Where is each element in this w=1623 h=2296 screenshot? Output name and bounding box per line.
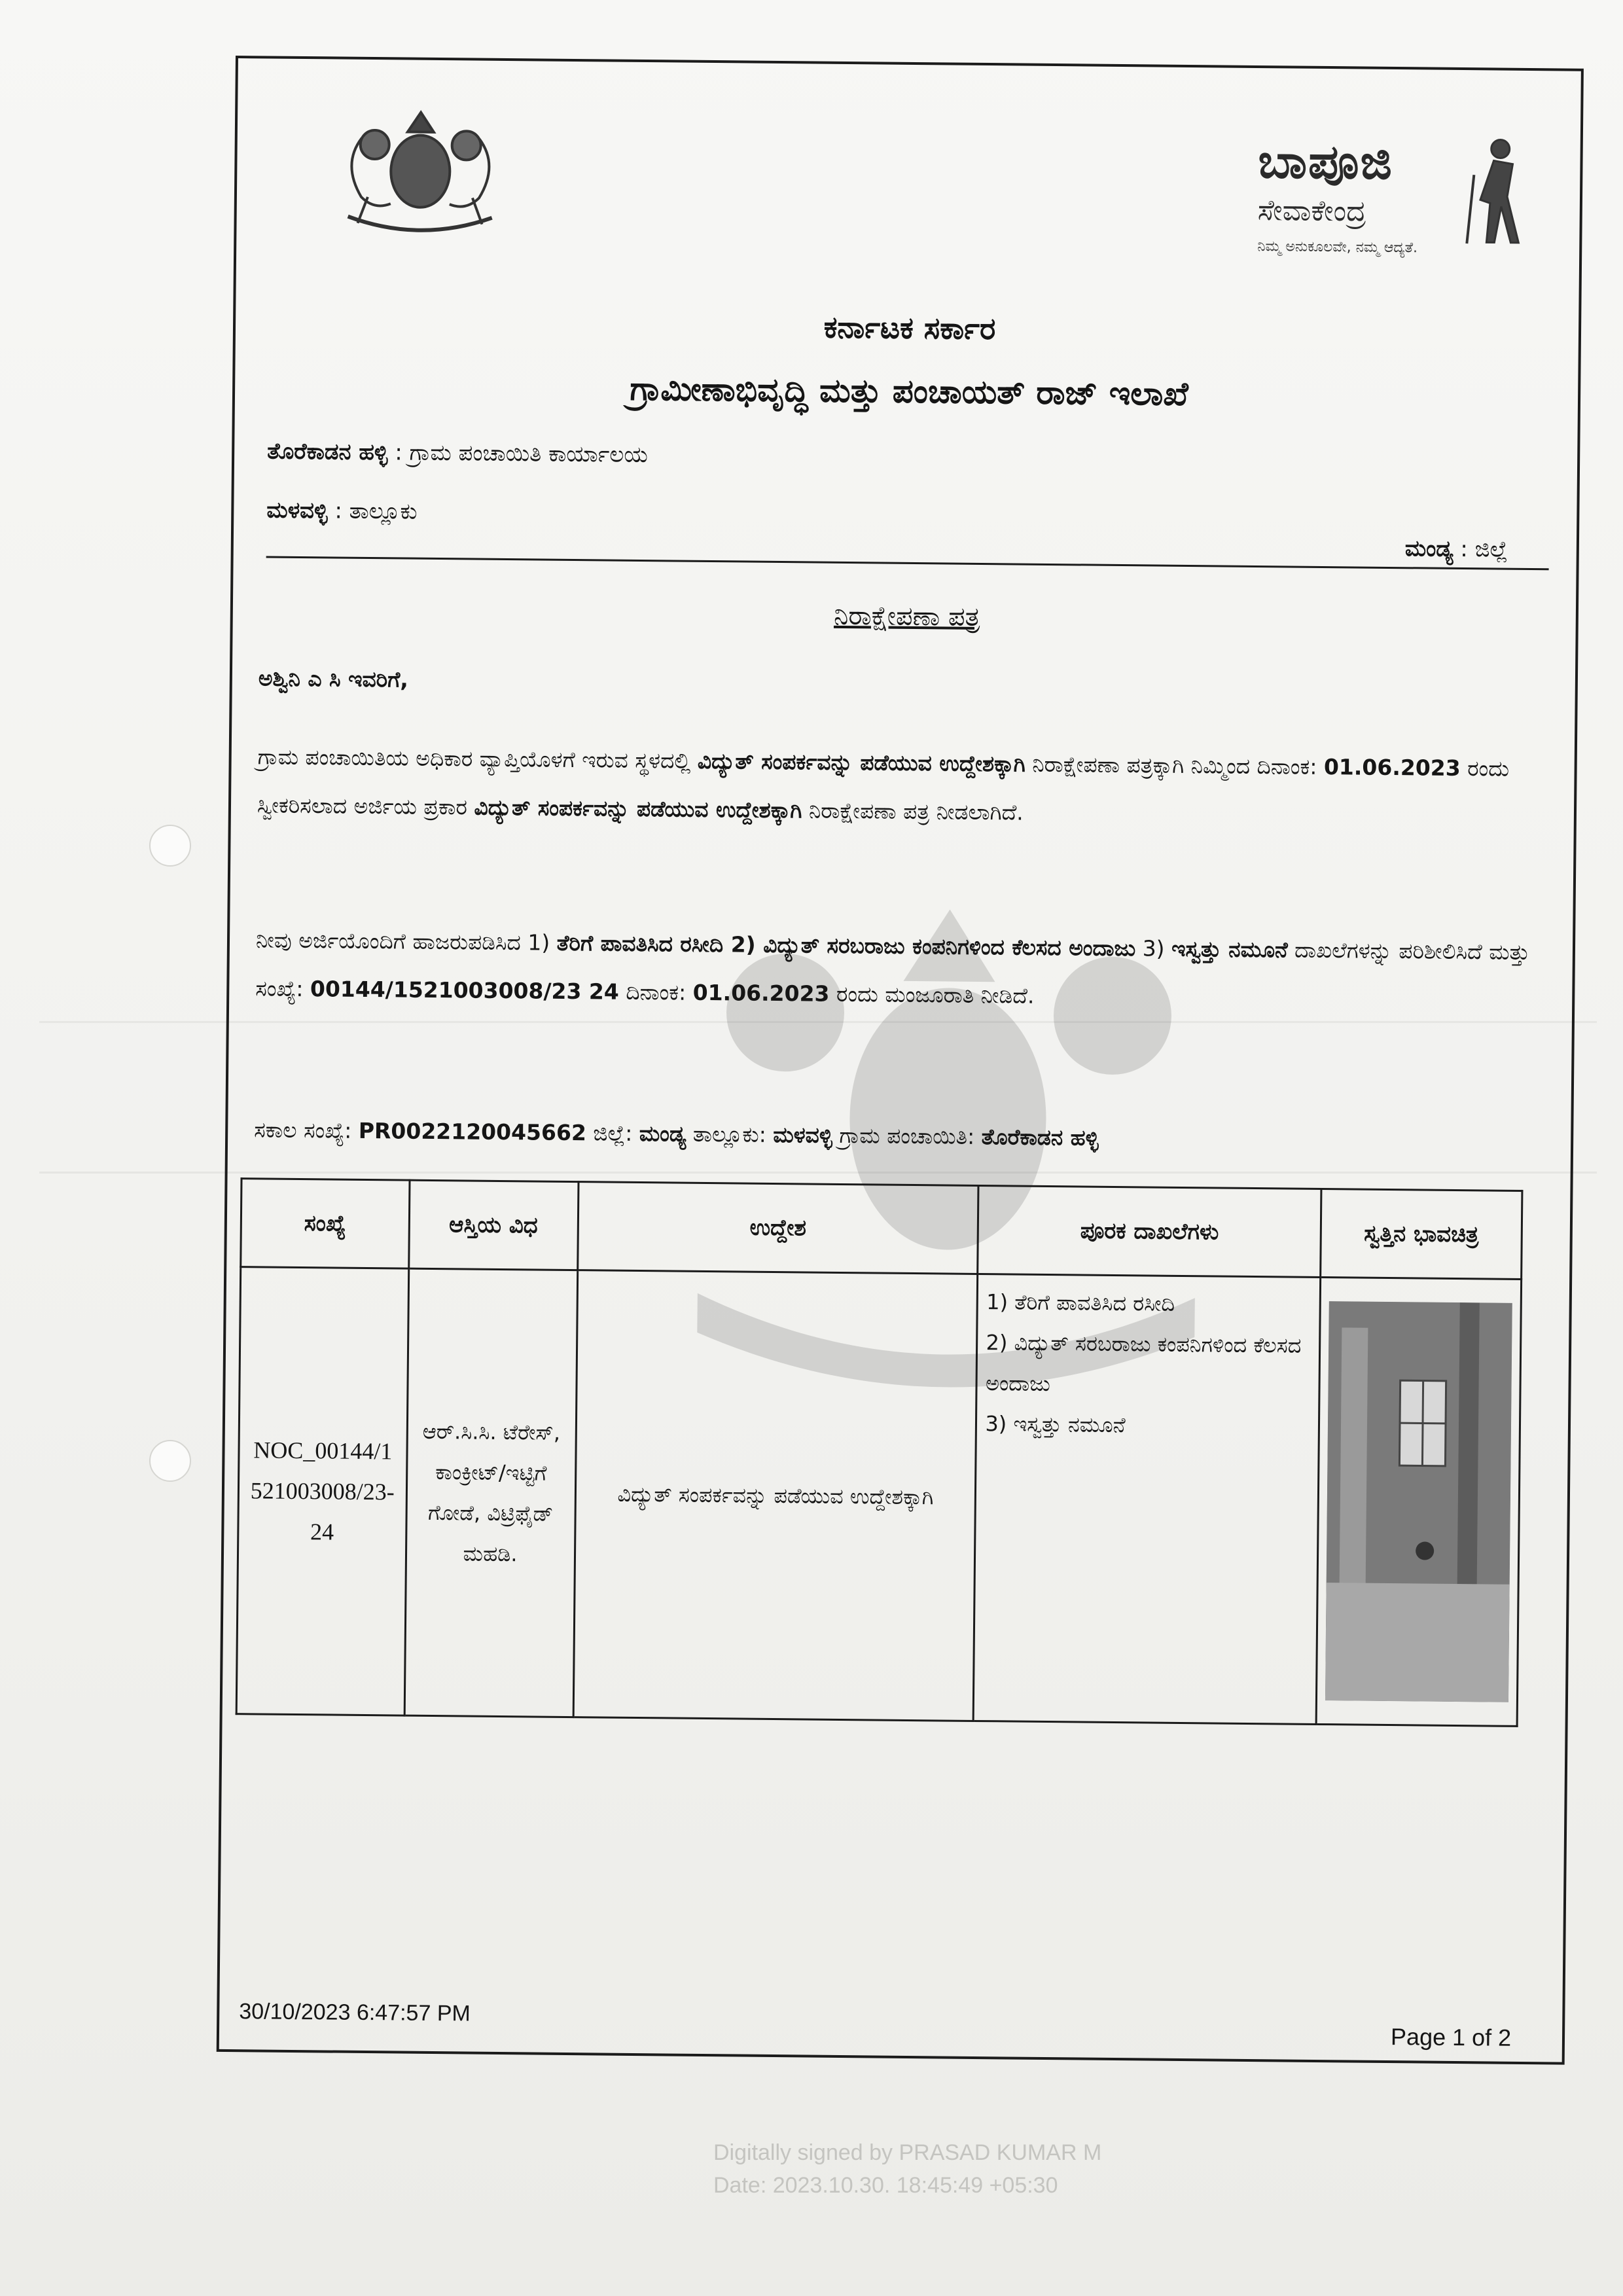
printed-timestamp: 30/10/2023 6:47:57 PM (239, 1999, 471, 2026)
para2-part: ದಾಖಲೆಗಳನ್ನು ಪರಿಶೀಲಿಸಿದೆ ಮತ್ತು ಸಂಖ್ಯೆ: (255, 937, 1530, 1002)
para1-purpose: ವಿದ್ಯುತ್ ಸಂಪರ್ಕವನ್ನು ಪಡೆಯುವ ಉದ್ದೇಶಕ್ಕಾಗಿ (474, 794, 802, 823)
header-documents: ಪೂರಕ ದಾಖಲೆಗಳು (978, 1185, 1321, 1277)
sakala-number: PR0022120045662 (358, 1117, 587, 1146)
para2-number: 00144/1521003008/23 24 (310, 976, 620, 1005)
para1-part: ನಿರಾಕ್ಷೇಪಣಾ ಪತ್ರಕ್ಕಾಗಿ ನಿಮ್ಮಿಂದ ದಿನಾಂಕ: (1032, 751, 1317, 780)
para1-date: 01.06.2023 (1323, 754, 1461, 781)
logo-subtitle: ಸೇವಾಕೇಂದ್ರ (1257, 194, 1366, 228)
village-line (267, 438, 648, 468)
village-name: ತೊರೆಕಾಡನ ಹಳ್ಳಿ (267, 438, 388, 466)
para1-part: ರಂದು ಸ್ವೀಕರಿಸಲಾದ ಅರ್ಜಿಯ ಪ್ರಕಾರ (257, 755, 1510, 820)
table-header-row (241, 1179, 1522, 1280)
sakala-district: ಮಂಡ್ಯ (639, 1120, 687, 1147)
cell-purpose: ವಿದ್ಯುತ್ ಸಂಪರ್ಕವನ್ನು ಪಡೆಯುವ ಉದ್ದೇಶಕ್ಕಾಗಿ (573, 1270, 978, 1721)
para2-docs: ಇಸ್ವತ್ತು ನಮೂನೆ (1171, 935, 1288, 963)
table-row (236, 1267, 1521, 1727)
sakala-label: ಸಕಾಲ ಸಂಖ್ಯೆ: (254, 1117, 352, 1143)
sakala-taluk: ಮಳವಳ್ಳಿ (773, 1121, 833, 1148)
document-item: 1) ತೆರಿಗೆ ಪಾವತಿಸಿದ ರಸೀದಿ (986, 1289, 1175, 1316)
document-item: 2) ವಿದ್ಯುತ್ ಸರಬರಾಜು ಕಂಪನಿಗಳಿಂದ ಕೆಲಸದ ಅಂದಾಜು (985, 1330, 1302, 1397)
para2-part: ದಿನಾಂಕ: (626, 978, 687, 1005)
karnataka-emblem-icon (334, 98, 506, 237)
document-title: ನಿರಾಕ್ಷೇಪಣಾ ಪತ್ರ (833, 600, 980, 632)
paragraph-1 (257, 732, 1554, 842)
village-suffix: : ಗ್ರಾಮ ಪಂಚಾಯಿತಿ ಕಾರ್ಯಾಲಯ (395, 439, 649, 469)
sakala-gp: ತೊರೆಕಾಡನ ಹಳ್ಳಿ (981, 1124, 1099, 1151)
show-through-signature: Digitally signed by PRASAD KUMAR M (713, 2140, 1102, 2165)
department-heading: ಗ್ರಾಮೀಣಾಭಿವೃದ್ಧಿ ಮತ್ತು ಪಂಚಾಯತ್ ರಾಜ್ ಇಲಾಖೆ (630, 369, 1188, 413)
paragraph-2 (255, 916, 1552, 1025)
walking-figure-icon (1454, 135, 1533, 247)
sakala-line (254, 1105, 1550, 1166)
taluk-name: ಮಳವಳ್ಳಿ (266, 497, 328, 524)
punch-hole (149, 1440, 191, 1482)
para1-part: ನಿರಾಕ್ಷೇಪಣಾ ಪತ್ರ ನೀಡಲಾಗಿದೆ. (808, 797, 1024, 825)
para2-date: 01.06.2023 (692, 979, 830, 1007)
para2-docs: ತೆರಿಗೆ ಪಾವತಿಸಿದ ರಸೀದಿ 2) ವಿದ್ಯುತ್ ಸರಬರಾಜು ಕಂಪನಿಗಳಿಂದ ಕೆಲಸದ ಅಂದಾಜು (556, 929, 1136, 961)
punch-hole (149, 825, 191, 867)
district-line (1405, 535, 1508, 563)
header-number: ಸಂಖ್ಯೆ (241, 1179, 410, 1268)
noc-table (236, 1177, 1524, 1727)
sakala-gp-label: ಗ್ರಾಮ ಪಂಚಾಯಿತಿ: (839, 1122, 975, 1149)
logo-tagline: ನಿಮ್ಮ ಅನುಕೂಲವೇ, ನಮ್ಮ ಆದ್ಯತೆ. (1257, 238, 1418, 257)
header-purpose: ಉದ್ದೇಶ (577, 1182, 978, 1274)
para1-purpose: ವಿದ್ಯುತ್ ಸಂಪರ್ಕವನ್ನು ಪಡೆಯುವ ಉದ್ದೇಶಕ್ಕಾಗಿ (697, 747, 1026, 777)
document-item: 3) ಇಸ್ವತ್ತು ನಮೂನೆ (985, 1411, 1126, 1438)
district-name: ಮಂಡ್ಯ (1404, 535, 1454, 562)
taluk-line (266, 497, 418, 524)
cell-number: NOC_00144/1521003008/23-24 (236, 1267, 408, 1715)
logo-name: ಬಾಪೂಜಿ (1258, 134, 1394, 190)
para2-part: ರಂದು ಮಂಜೂರಾತಿ ನೀಡಿದೆ. (836, 980, 1035, 1009)
property-photo (1325, 1301, 1512, 1702)
addressee: ಅಶ್ವಿನಿ ಎ ಸಿ ಇವರಿಗೆ, (258, 665, 409, 692)
property-photo-image (1325, 1301, 1512, 1702)
government-heading: ಕರ್ನಾಟಕ ಸರ್ಕಾರ (823, 309, 996, 347)
sakala-taluk-label: ತಾಲ್ಲೂಕು: (692, 1121, 767, 1147)
show-through-date: Date: 2023.10.30. 18:45:49 +05:30 (713, 2173, 1058, 2198)
para2-part: 3) (1142, 935, 1165, 961)
document-frame (217, 56, 1584, 2065)
taluk-suffix: : ತಾಲ್ಲೂಕು (334, 497, 418, 525)
cell-photo (1316, 1277, 1522, 1726)
header-property-type: ಆಸ್ತಿಯ ವಿಧ (408, 1180, 578, 1270)
header-divider (266, 556, 1549, 570)
district-suffix: : ಜಿಲ್ಲೆ (1460, 535, 1508, 563)
para1-part: ಗ್ರಾಮ ಪಂಚಾಯಿತಿಯ ಅಧಿಕಾರ ವ್ಯಾಪ್ತಿಯೊಳಗೆ ಇರುವ ಸ್ಥಳದಲ್ಲಿ (257, 744, 691, 774)
cell-property-type: ಆರ್.ಸಿ.ಸಿ. ಟೆರೇಸ್, ಕಾಂಕ್ರೀಟ್/ಇಟ್ಟಿಗೆ ಗೋಡೆ, ವಿಟ್ರಿಫೈಡ್ ಮಹಡಿ. (404, 1268, 577, 1717)
bapuji-sevakendra-logo (1257, 134, 1540, 274)
sakala-district-label: ಜಿಲ್ಲೆ: (593, 1120, 633, 1146)
page-number: Page 1 of 2 (1390, 2023, 1512, 2051)
para2-part: ನೀವು ಅರ್ಜಿಯೊಂದಿಗೆ ಹಾಜರುಪಡಿಸಿದ 1) (255, 927, 550, 956)
cell-documents (974, 1274, 1321, 1724)
header-photo: ಸ್ವತ್ತಿನ ಭಾವಚಿತ್ರ (1321, 1189, 1522, 1280)
